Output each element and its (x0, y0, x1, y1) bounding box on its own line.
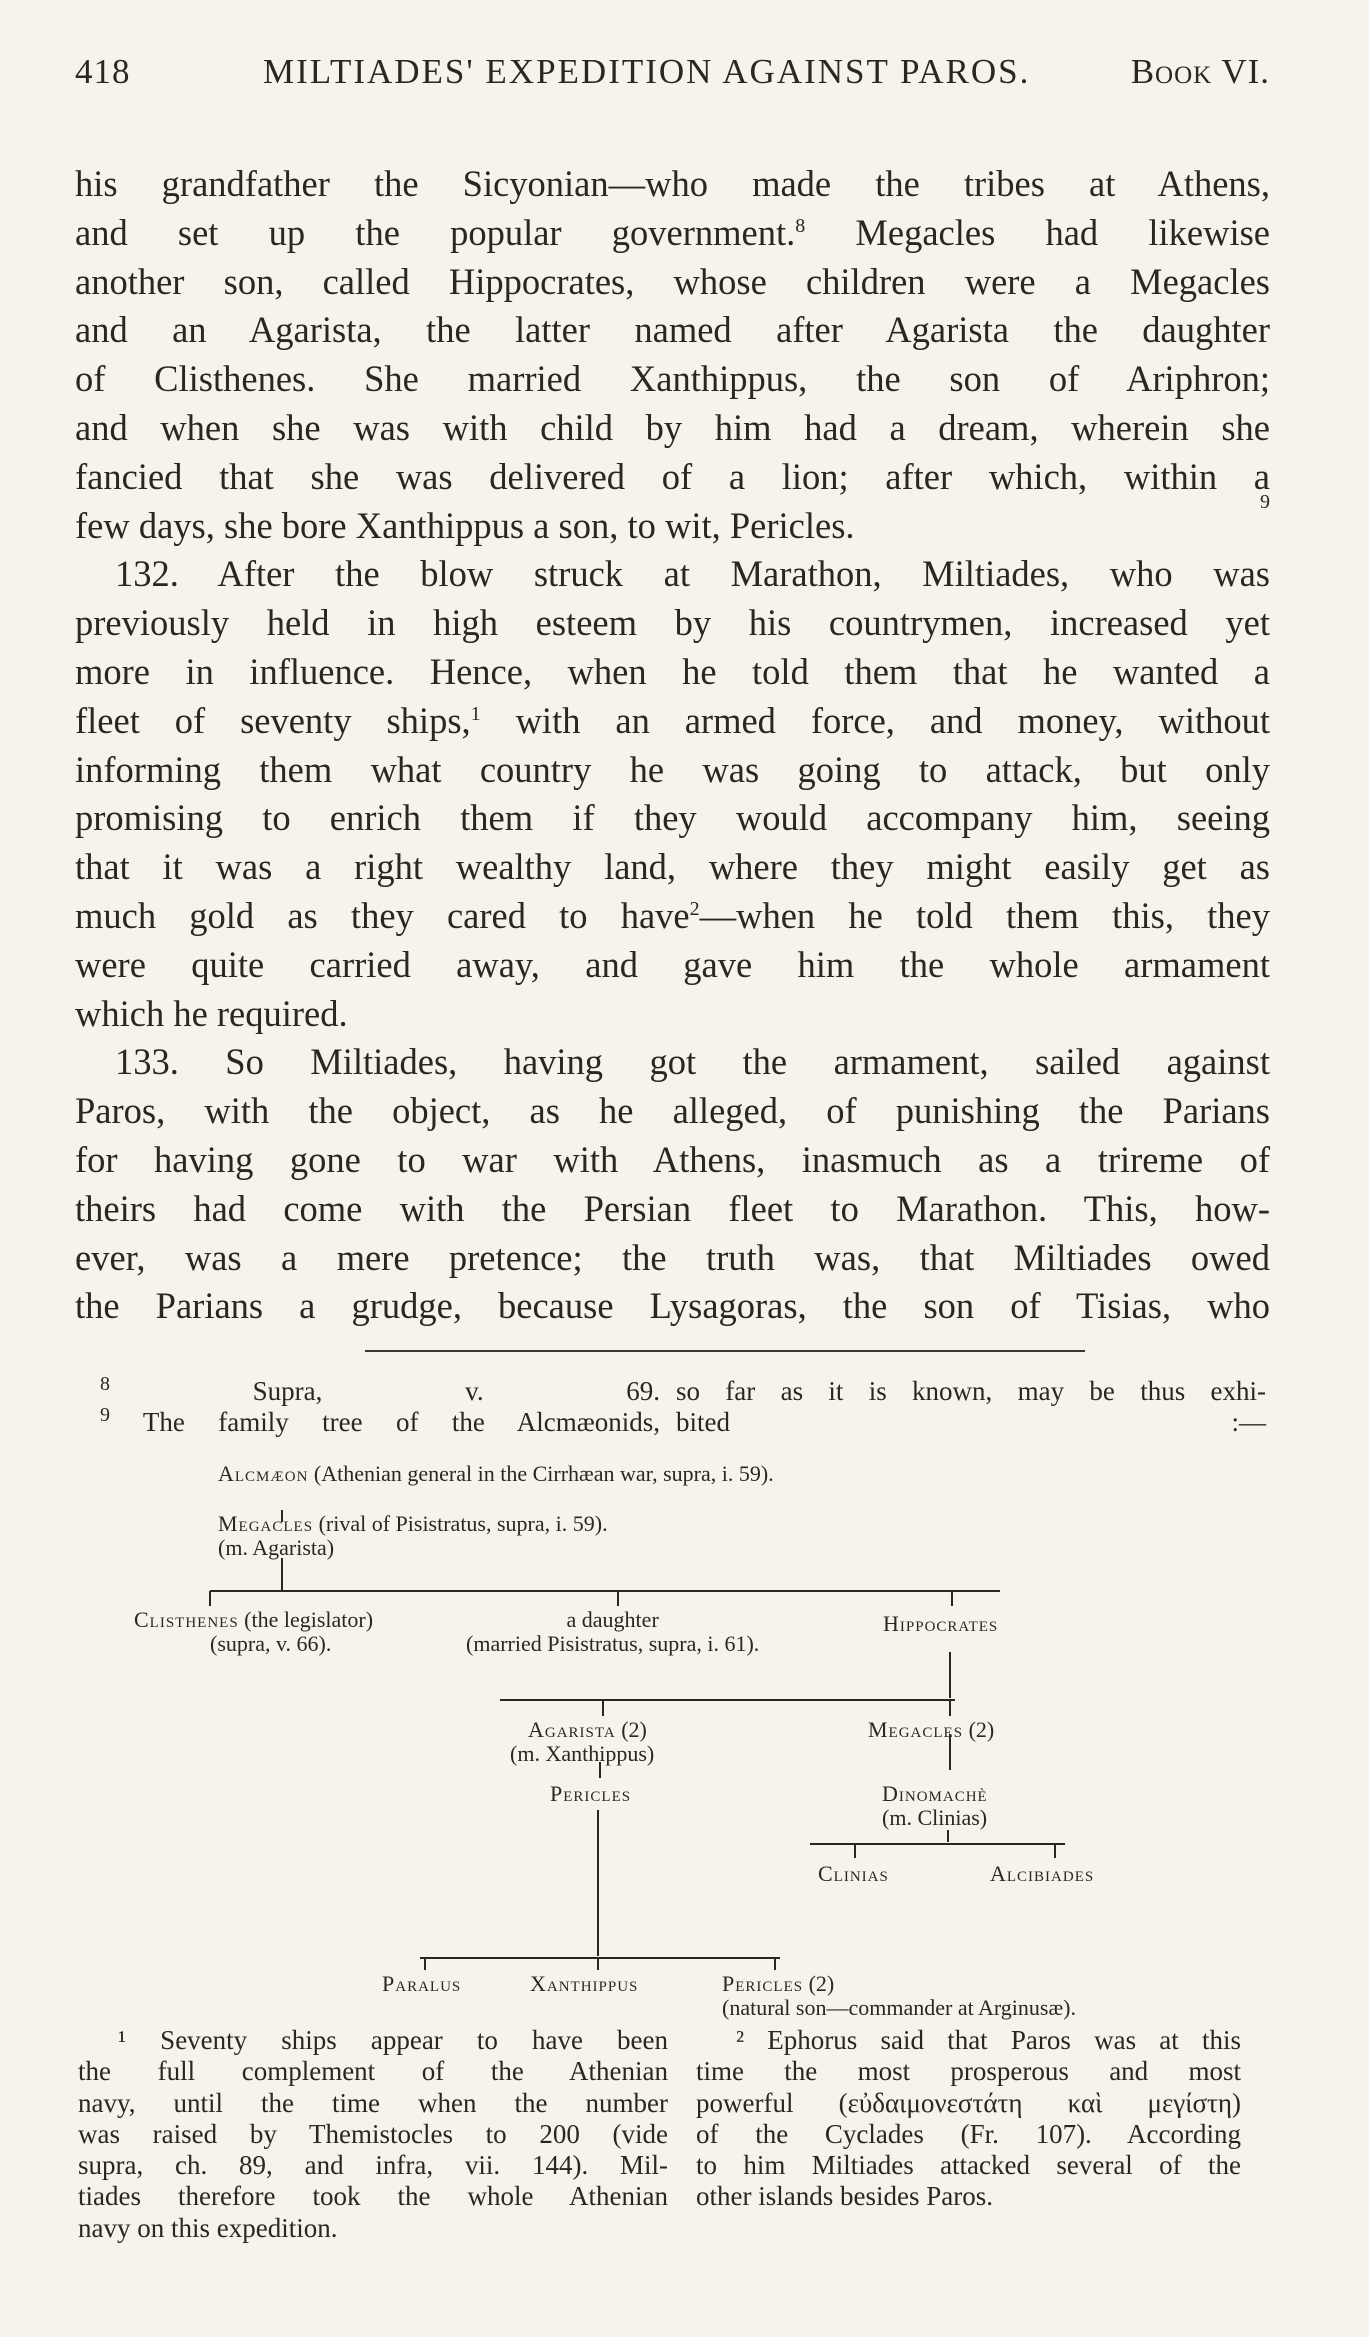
tree-node-megacles: Megacles (rival of Pisistratus, supra, i. 59). (m. Agarista) (218, 1511, 608, 1560)
line-text: fleet of seventy ships, (75, 699, 471, 741)
text-line (75, 258, 1270, 307)
line-text-cont: —when he told them this, they (699, 894, 1270, 936)
line-text: and an Agarista, the latter named after Agarista the daughter (75, 309, 1270, 351)
text-line (75, 490, 1270, 551)
footnote-mark: 8 (100, 1373, 110, 1395)
line-text: The family tree of the Alcmæonids, (110, 1407, 660, 1437)
text-line (75, 648, 1270, 697)
line-text: which he required. (75, 992, 348, 1034)
line-text: ever, was a mere pretence; the truth was, that Miltiades owed (75, 1236, 1270, 1278)
footnote-line (696, 2088, 1241, 2119)
family-tree (0, 1450, 1369, 2020)
line-text: Supra, v. 69. (110, 1376, 660, 1406)
text-line (75, 1282, 1270, 1331)
book-label: Book VI. (1130, 52, 1270, 91)
footnote-line (78, 2150, 668, 2181)
line-text: was raised by Themistocles to 200 (vide (78, 2118, 668, 2149)
text-line (75, 697, 1270, 746)
footnote-ref: 9 (1260, 490, 1270, 513)
line-text: that it was a right wealthy land, where they might easily get as (75, 846, 1270, 888)
footnote-ref: 1 (470, 702, 481, 725)
tree-node-clinias: Clinias (818, 1861, 889, 1886)
text-line (75, 892, 1270, 941)
footnote-line (696, 2056, 1241, 2087)
running-title: MILTIADES' EXPEDITION AGAINST PAROS. (263, 52, 1031, 91)
line-text: fancied that she was delivered of a lion; after which, within a (75, 455, 1270, 497)
footnote-1 (78, 2025, 668, 2244)
footnotes-top-left (100, 1373, 660, 1438)
line-text: so far as it is known, may be thus exhi- (676, 1376, 1266, 1406)
tree-node-dinomache: Dinomachè (m. Clinias) (882, 1781, 988, 1830)
text-line (75, 160, 1270, 209)
footnote-line (78, 2119, 668, 2150)
footnote-line (676, 1376, 1266, 1407)
text-line (75, 1234, 1270, 1283)
line-text: of Clisthenes. She married Xanthippus, the son of Ariphron; (75, 358, 1270, 400)
line-text: were quite carried away, and gave him the whole armament (75, 943, 1270, 985)
footnote-line (78, 2056, 668, 2087)
running-header (75, 52, 1270, 102)
page-number: 418 (75, 52, 131, 91)
text-line (75, 209, 1270, 258)
text-line (75, 1136, 1270, 1185)
footnote-line (100, 1373, 660, 1407)
line-text: ¹ Seventy ships appear to have been (118, 2025, 668, 2055)
footnote-line (78, 2213, 668, 2244)
line-text: and set up the popular government. (75, 211, 796, 253)
line-text: previously held in high esteem by his countrymen, increased yet (75, 602, 1270, 644)
tree-node-megacles-2: Megacles (2) (868, 1717, 995, 1742)
line-text: promising to enrich them if they would accompany him, seeing (75, 797, 1270, 839)
text-line (75, 453, 1270, 502)
text-line (75, 843, 1270, 892)
footnote-line (78, 2088, 668, 2119)
text-line (75, 1038, 1270, 1087)
footnote-ref: 2 (689, 897, 700, 920)
line-text: his grandfather the Sicyonian—who made the tribes at Athens, (75, 163, 1270, 204)
line-text: navy, until the time when the number (78, 2087, 668, 2118)
line-text: bited :— (676, 1407, 1266, 1437)
footnote-line (696, 2119, 1241, 2150)
line-text: 132. After the blow struck at Marathon, Miltiades, who was (115, 553, 1270, 595)
line-text: few days, she bore Xanthippus a son, to wit, Pericles. (75, 504, 855, 546)
line-text: to him Miltiades attacked several of the (696, 2150, 1241, 2181)
text-line (75, 599, 1270, 648)
line-text: theirs had come with the Persian fleet to Marathon. This, how- (75, 1187, 1270, 1229)
line-text-cont: with an armed force, and money, without (480, 699, 1270, 741)
tree-node-alcmaeon: Alcmæon (Athenian general in the Cirrhæan war, supra, i. 59). (218, 1461, 774, 1486)
footnotes-top-right (676, 1376, 1266, 1438)
line-text: and when she was with child by him had a dream, wherein she (75, 406, 1270, 448)
text-line (75, 550, 1270, 599)
tree-node-pericles: Pericles (550, 1781, 632, 1806)
text-line (75, 404, 1270, 453)
tree-node-xanthippus: Xanthippus (530, 1971, 639, 1996)
text-line (75, 355, 1270, 404)
line-text: other islands besides Paros. (696, 2181, 993, 2212)
line-text: another son, called Hippocrates, whose children were a Megacles (75, 260, 1270, 302)
footnote-line (78, 2181, 668, 2212)
tree-node-agarista: Agarista (2) (m. Xanthippus) (510, 1717, 655, 1766)
line-text: much gold as they cared to have (75, 894, 690, 936)
tree-node-clisthenes: Clisthenes (the legislator) (supra, v. 66). (134, 1607, 374, 1656)
footnote-ref: 8 (795, 214, 806, 237)
line-text: for having gone to war with Athens, inasmuch as a trireme of (75, 1138, 1270, 1180)
tree-node-hippocrates: Hippocrates (883, 1611, 999, 1636)
footnote-line (78, 2025, 668, 2056)
text-line (75, 1087, 1270, 1136)
footnote-line (696, 2181, 1241, 2212)
footnote-line (676, 1407, 1266, 1438)
line-text: of the Cyclades (Fr. 107). According (696, 2118, 1241, 2149)
line-text: supra, ch. 89, and infra, vii. 144). Mil- (78, 2150, 668, 2181)
text-line (75, 794, 1270, 843)
line-text: informing them what country he was going to attack, but only (75, 748, 1270, 790)
line-text: tiades therefore took the whole Athenian (78, 2181, 668, 2212)
line-text: more in influence. Hence, when he told them that he wanted a (75, 650, 1270, 692)
text-line (75, 941, 1270, 990)
line-text-cont: Megacles had likewise (805, 211, 1270, 253)
line-text: the full complement of the Athenian (78, 2056, 668, 2087)
text-line (75, 306, 1270, 355)
footnote-line (696, 2150, 1241, 2181)
line-text: Paros, with the object, as he alleged, of punishing the Parians (75, 1090, 1270, 1132)
text-line (75, 990, 1270, 1039)
line-text: powerful (εὐδαιμονεστάτη καὶ μεγίστη) (696, 2087, 1241, 2118)
tree-node-daughter: a daughter (married Pisistratus, supra, i. 61). (466, 1607, 760, 1656)
footnote-2 (696, 2025, 1241, 2213)
tree-node-pericles-2: Pericles (2) (natural son—commander at Arginusæ). (722, 1971, 1076, 2020)
line-text: the Parians a grudge, because Lysagoras, the son of Tisias, who (75, 1285, 1270, 1327)
footnote-line (100, 1404, 660, 1438)
tree-node-alcibiades: Alcibiades (990, 1861, 1095, 1886)
main-text (75, 160, 1270, 1331)
family-tree-lines (0, 1450, 1369, 2010)
line-text: 133. So Miltiades, having got the armament, sailed against (115, 1041, 1270, 1083)
text-line (75, 746, 1270, 795)
line-text: navy on this expedition. (78, 2212, 338, 2243)
footnote-line (696, 2025, 1241, 2056)
line-text: time the most prosperous and most (696, 2056, 1241, 2087)
text-line (75, 1185, 1270, 1234)
tree-node-paralus: Paralus (382, 1971, 462, 1996)
footnote-rule (365, 1350, 1085, 1352)
line-text: ² Ephorus said that Paros was at this (736, 2025, 1241, 2055)
footnote-mark: 9 (100, 1404, 110, 1426)
